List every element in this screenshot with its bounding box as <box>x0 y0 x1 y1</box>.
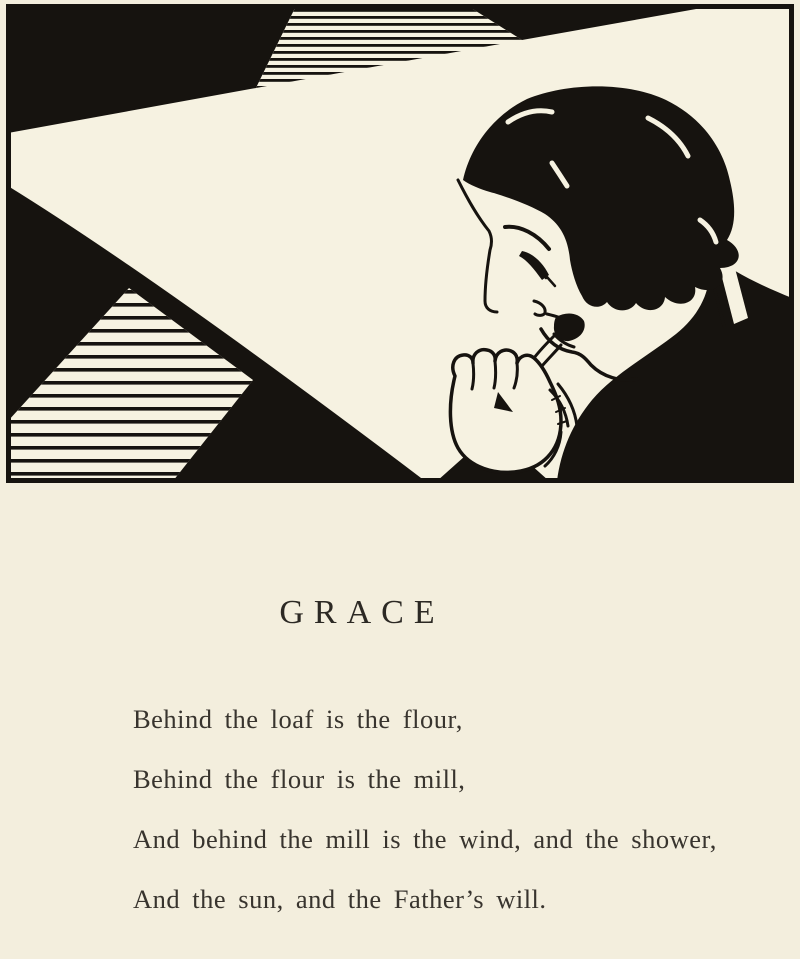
fist <box>450 350 561 473</box>
poem-line: And behind the mill is the wind, and the shower, <box>133 824 717 854</box>
poem-line: And the sun, and the Father’s will. <box>133 884 547 914</box>
poem-line: Behind the flour is the mill, <box>133 764 466 794</box>
poem <box>133 706 760 946</box>
poem-title: GRACE <box>279 594 445 631</box>
poem-line: Behind the loaf is the flour, <box>133 704 463 734</box>
